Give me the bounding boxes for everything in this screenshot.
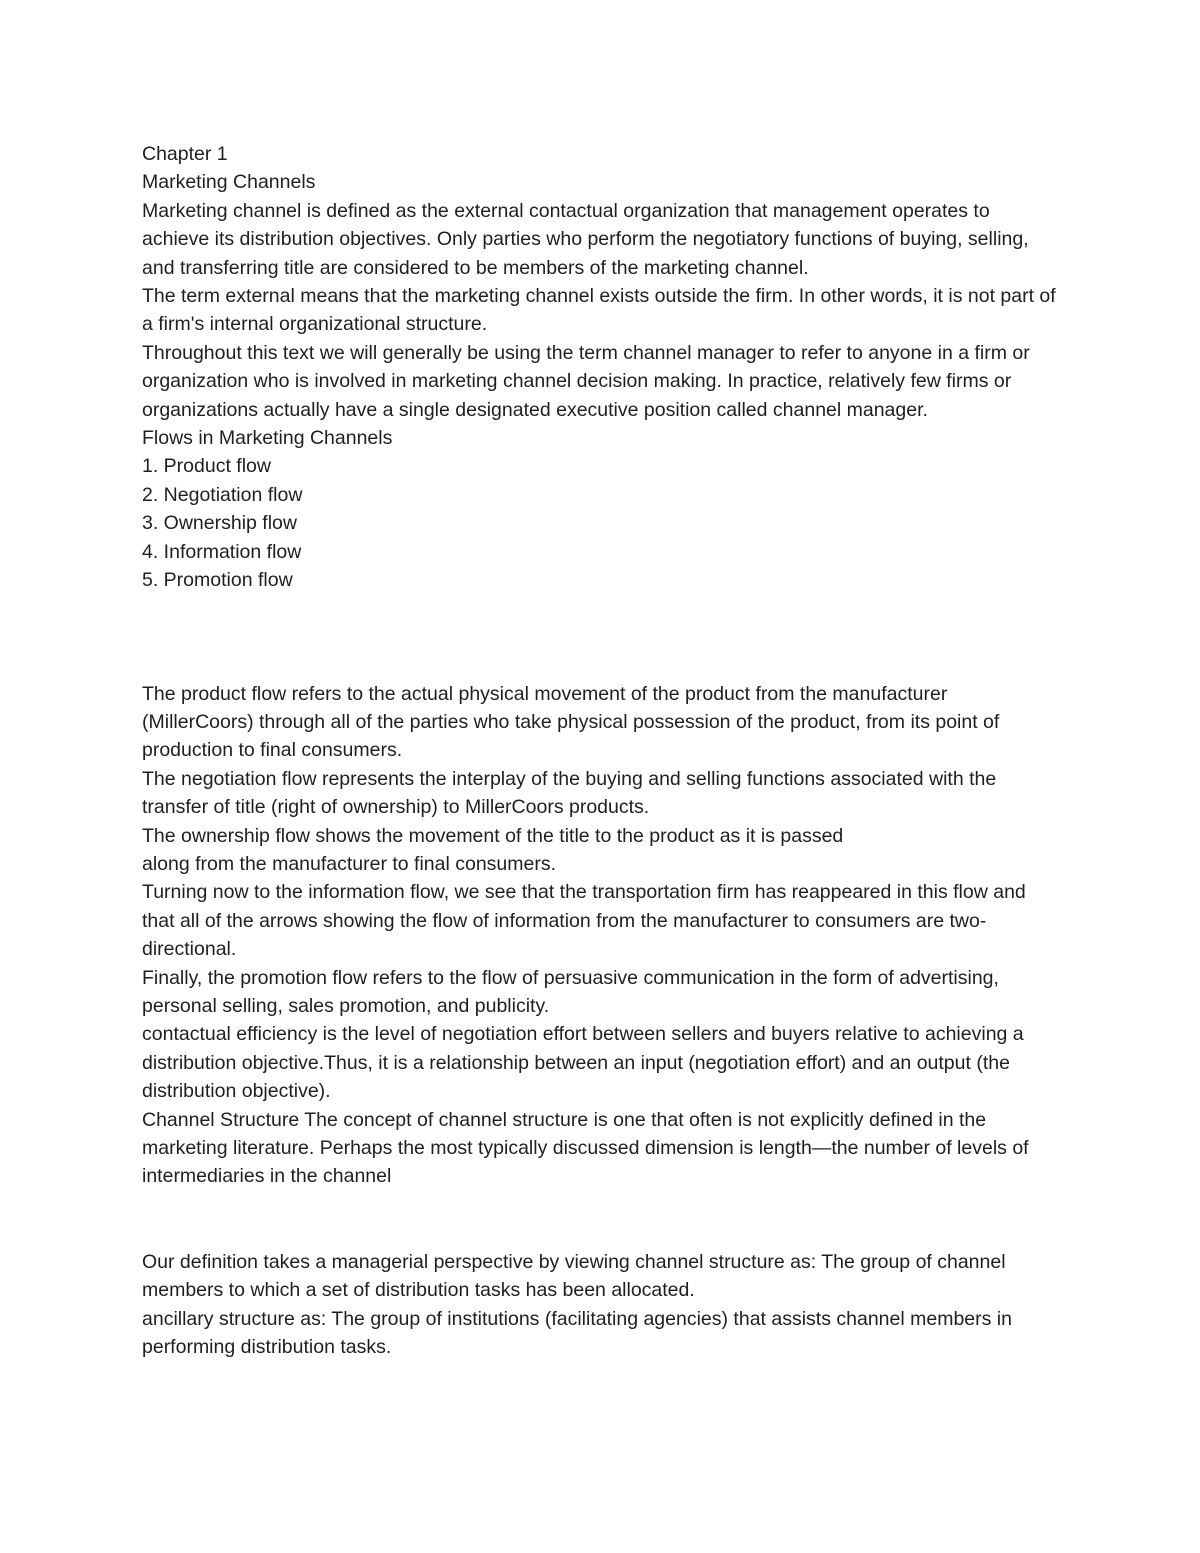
paragraph: The term external means that the marketing channel exists outside the firm. In other words, it is not part of a firm's internal organizational structure. [142,285,1056,336]
paragraph: The negotiation flow represents the interplay of the buying and selling functions associated with the transfer of title (right of ownership) to MillerCoors products. [142,767,997,819]
paragraph: along from the manufacturer to final consumers. [142,852,557,875]
chapter-label: Chapter 1 [142,143,228,165]
paragraph: The ownership flow shows the movement of the title to the product as it is passed [142,824,844,847]
paragraph: contactual efficiency is the level of negotiation effort between sellers and buyers relative to achieving a distribution objective.Thus, it is a relationship between an input (negotiation effort) and an output (the distribution objective). [142,1023,1024,1103]
paragraph: Turning now to the information flow, we see that the transportation firm has reappeared in this flow and that all of the arrows showing the flow of information from the manufacturer to consumers are two-directional. [142,881,1026,961]
paragraph: Our definition takes a managerial perspective by viewing channel structure as: The group of channel members to which a set of distribution tasks has been allocated. [142,1250,1006,1302]
list-item: 4. Information flow [142,540,302,563]
list-item: 2. Negotiation flow [142,483,303,506]
paragraph: Channel Structure The concept of channel structure is one that often is not explicitly defined in the marketing literature. Perhaps the most typically discussed dimension is length—the number of levels of intermediaries in the channel [142,1108,1029,1188]
flows-heading: Flows in Marketing Channels [142,427,393,450]
blank-space [142,595,1062,680]
paragraph: Marketing channel is defined as the external contactual organization that management operates to achieve its distribution objectives. Only parties who perform the negotiatory functions of buying, selling, and transferring title are considered to be members of the marketing channel. [142,199,1029,279]
list-item: 5. Promotion flow [142,569,293,592]
paragraph: ancillary structure as: The group of institutions (facilitating agencies) that assists channel members in performing distribution tasks. [142,1307,1012,1359]
paragraph: Throughout this text we will generally be using the term channel manager to refer to anyone in a firm or organization who is involved in marketing channel decision making. In practice, relatively few firms or organizations actually have a single designated executive position called channel manager. [142,341,1030,421]
section-heading: Marketing Channels [142,171,316,194]
paragraph: The product flow refers to the actual physical movement of the product from the manufacturer (MillerCoors) through all of the parties who take physical possession of the product, from its point of production to final consumers. [142,682,1000,762]
blank-space [142,1191,1062,1248]
document-body [142,140,1062,1361]
paragraph: Finally, the promotion flow refers to the flow of persuasive communication in the form of advertising, personal selling, sales promotion, and publicity. [142,966,999,1017]
list-item: 1. Product flow [142,455,271,478]
list-item: 3. Ownership flow [142,512,297,535]
